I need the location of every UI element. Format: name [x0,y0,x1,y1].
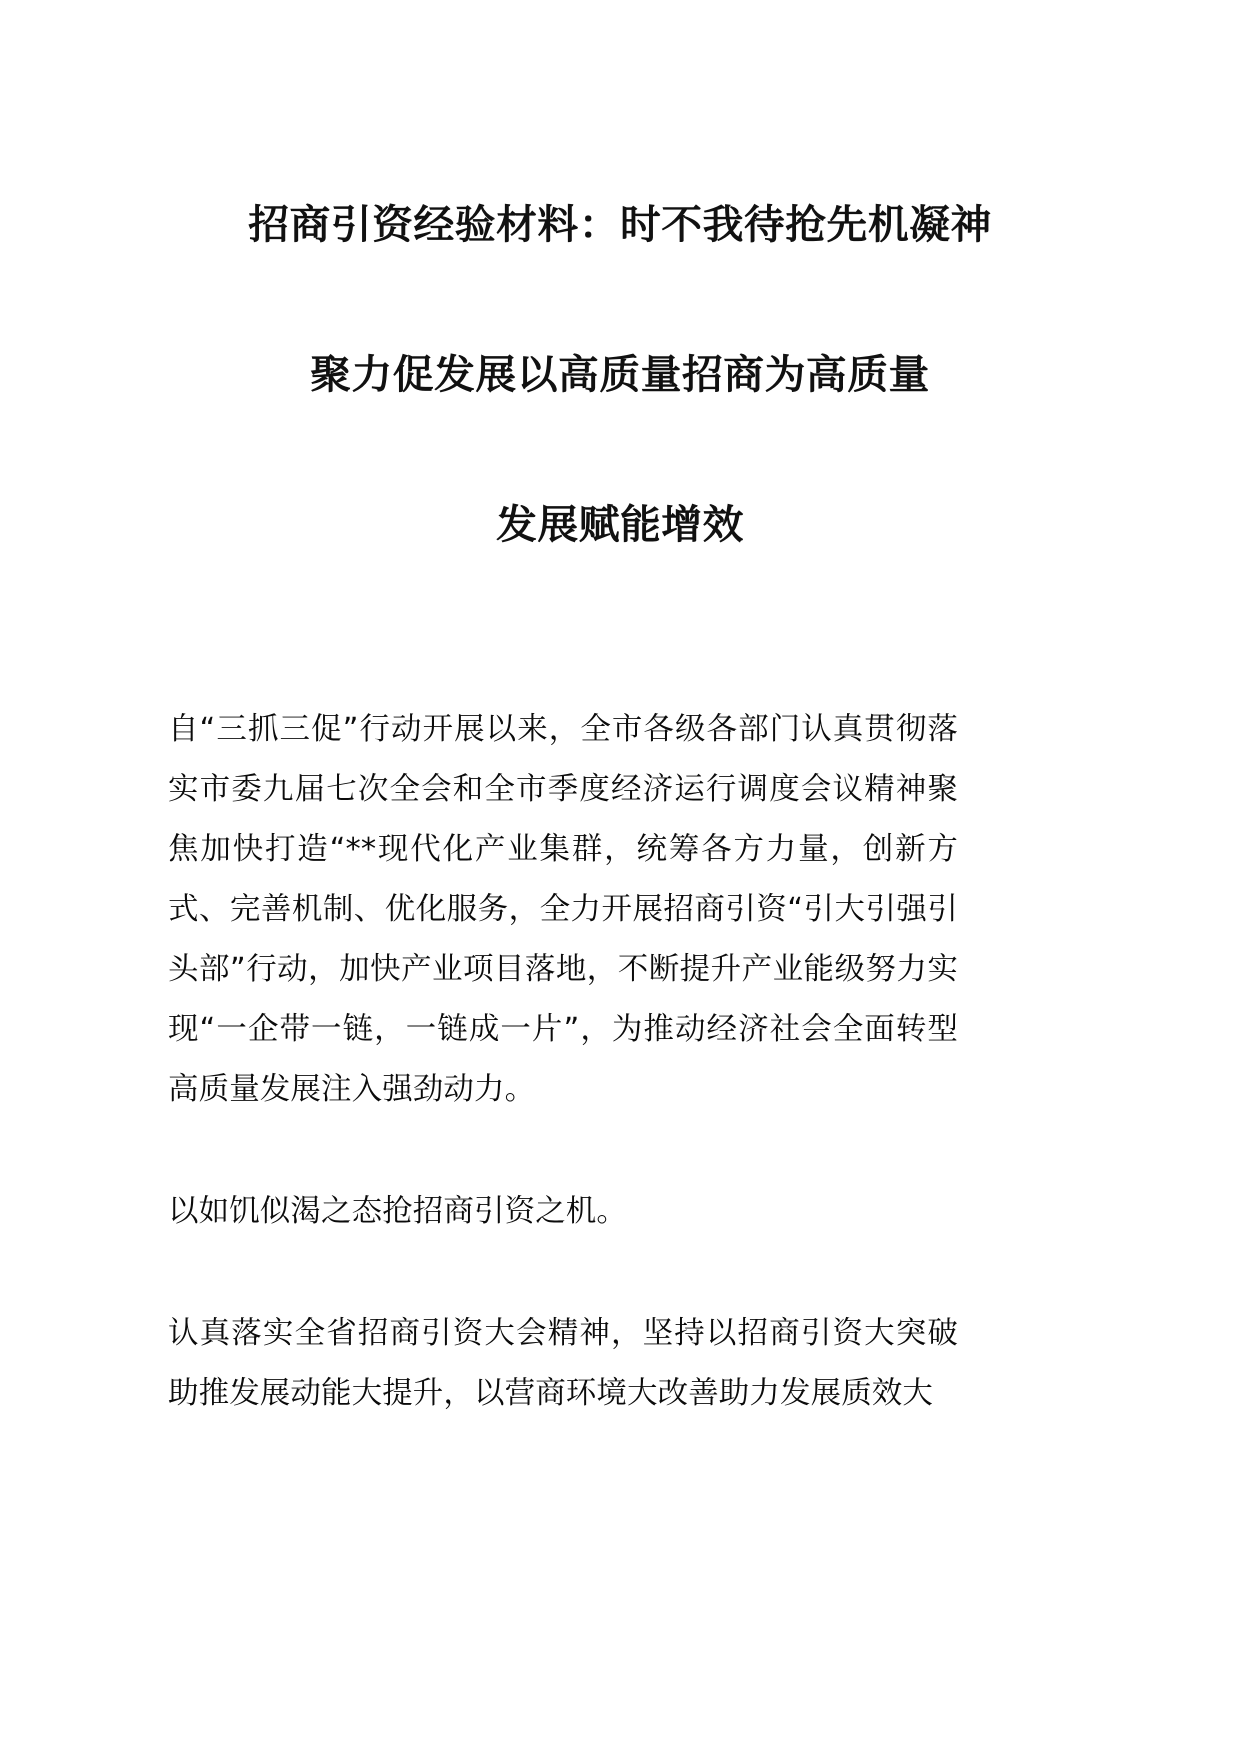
title-line-3: 发展赋能增效 [496,502,744,548]
body-paragraph-3: 认真落实全省招商引资大会精神，坚持以招商引资大突破助推发展动能大提升，以营商环境大改善助力发展质效大 [168,1316,958,1411]
document-title [148,150,1092,600]
document-body [168,700,958,1424]
title-line-2: 聚力促发展以高质量招商为高质量 [310,352,930,398]
title-line-1: 招商引资经验材料：时不我待抢先机凝神 [248,202,992,248]
body-paragraph-1: 自“三抓三促”行动开展以来，全市各级各部门认真贯彻落实市委九届七次全会和全市季度经济运行调度会议精神聚焦加快打造“**现代化产业集群，统筹各方力量，创新方式、完善机制、优化服务，全力开展招商引资“引大引强引头部”行动，加快产业项目落地，不断提升产业能级努力实现“一企带一链，一链成一片”，为推动经济社会全面转型高质量发展注入强劲动力。 [168,712,958,1107]
body-paragraph-2: 以如饥似渴之态抢招商引资之机。 [168,1194,627,1229]
